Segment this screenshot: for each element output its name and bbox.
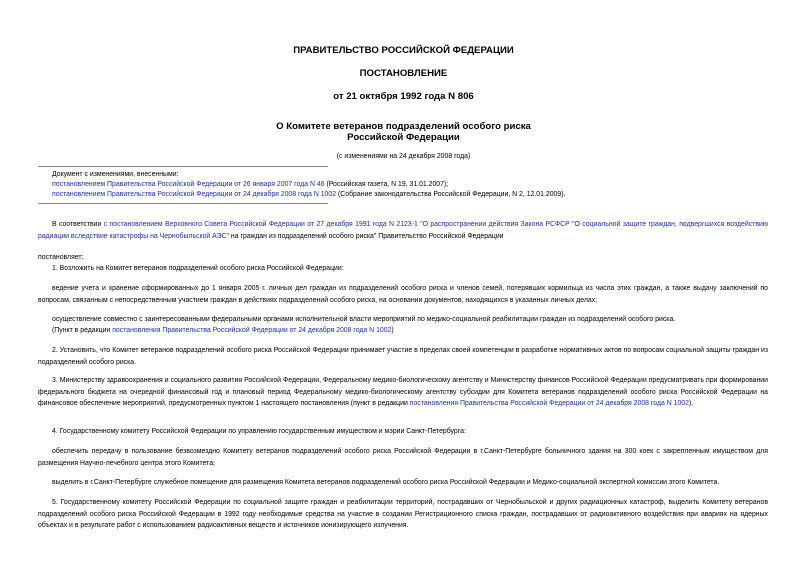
change-link-2007[interactable]: постановлением Правительства Российской Федерации от 26 января 2007 года N 46 <box>52 181 325 188</box>
paragraph-4a: обеспечить передачу в пользование безвозмездно Комитету ветеранов подразделений особого риска Российской Федерации в г.Санкт-Петербурге больничного здания на 300 коек с закрепленным имуществом для размещения Научно-лечебного центра этого Комитета; <box>38 448 768 467</box>
divider-top <box>38 166 328 167</box>
date-number: от 21 октября 1992 года N 806 <box>333 91 474 102</box>
document-title-line2: Российской Федерации <box>347 132 460 143</box>
changes-item-1: постановлением Правительства Российской Федерации от 26 января 2007 года N 46 (Российская газета, N 19, 31.01.2007); <box>52 181 449 188</box>
changes-intro: Документ с изменениями, внесенными: <box>52 171 179 178</box>
paragraph-1a: ведение учета и хранение сформированных до 1 января 2005 г. личных дел граждан из подразделений особого риска и членов семей, потерявших кормильца из числа этих граждан, а также выдачу заключений по вопросам, связанным с непосредственным участием граждан в действиях подразделений особого риска, на основании документов, находящихся в указанных личных делах; <box>38 285 768 304</box>
document-title-line1: О Комитете ветеранов подразделений особого риска <box>276 121 531 132</box>
p1-amendment-link[interactable]: постановления Правительства Российской Федерации от 24 декабря 2008 года N 1002 <box>112 327 392 334</box>
paragraph-4: 4. Государственному комитету Российской Федерации по управлению государственным имуществом и мэрии Санкт-Петербурга: <box>52 428 466 435</box>
p3-amendment-link[interactable]: постановления Правительства Российской Федерации от 24 декабря 2008 года N 1002 <box>409 400 689 407</box>
document-type: ПОСТАНОВЛЕНИЕ <box>359 68 448 79</box>
changes-item-2: постановлением Правительства Российской Федерации от 24 декабря 2008 года N 1002 (Собрание законодательства Российской Федерации, N 2, 12.01.2009). <box>52 191 566 198</box>
paragraph-1b: осуществление совместно с заинтересованными федеральными органами исполнительной власти мероприятий по медико-социальной реабилитации граждан из подразделений особого риска. <box>52 316 676 323</box>
paragraph-1: 1. Возложить на Комитет ветеранов подразделений особого риска Российской Федерации: <box>52 265 344 272</box>
paragraph-1b-note: (Пункт в редакции постановления Правительства Российской Федерации от 24 декабря 2008 года N 1002) <box>52 327 394 334</box>
paragraph-4b: выделить в г.Санкт-Петербурге служебное помещение для размещения Комитета ветеранов подразделений особого риска Российской Федерации и Медико-социальной экспертной комиссии этого Комитета. <box>52 479 720 486</box>
amendment-note: (с изменениями на 24 декабря 2008 года) <box>336 153 471 160</box>
government-heading: ПРАВИТЕЛЬСТВО РОССИЙСКОЙ ФЕДЕРАЦИИ <box>293 45 514 56</box>
change-link-2008[interactable]: постановлением Правительства Российской Федерации от 24 декабря 2008 года N 1002 <box>52 191 337 198</box>
preamble-link[interactable]: с постановлением Верховного Совета Российской Федерации от 27 декабря 1991 года N 2123-1 "О распространении действия Закона РСФСР "О социальной защите граждан, подвергшихся воздействию радиации вследствие катастрофы на Чернобыльской АЭС" <box>38 221 768 240</box>
resolves: постановляет: <box>38 254 84 261</box>
paragraph-2: 2. Установить, что Комитет ветеранов подразделений особого риска Российской Федерации принимает участие в пределах своей компетенции в разработке нормативных актов по вопросам социальной защиты граждан из подразделений особого риска. <box>38 347 768 366</box>
divider-bottom <box>38 203 328 204</box>
preamble: В соответствии с постановлением Верховного Совета Российской Федерации от 27 декабря 1991 года N 2123-1 "О распространении действия Закона РСФСР "О социальной защите граждан, подвергшихся воздействию радиации вследствие катастрофы на Чернобыльской АЭС" на граждан из подразделений особого риска" Правительство Российской Федерации <box>38 221 768 240</box>
paragraph-3: 3. Министерству здравоохранения и социального развития Российской Федерации, Федеральному медико-биологическому агентству и Министерству финансов Российской Федерации предусматривать при формировании федерального бюджета на очередной финансовый год и плановый период Федеральному медико-биологическому агентству субсидии для Комитета ветеранов подразделений особого риска Российской Федерации на финансовое обеспечение мероприятий, предусмотренных пунктом 1 настоящего постановления (пункт в редакции постановления Правительства Российской Федерации от 24 декабря 2008 года N 1002). <box>38 377 768 407</box>
paragraph-5: 5. Государственному комитету Российской Федерации по социальной защите граждан и реабилитации территорий, пострадавших от Чернобыльской и других радиационных катастроф, выделить Комитету ветеранов подразделений особого риска Российской Федерации в 1992 году необходимые средства на участие в создании Регистрационного списка граждан, пострадавших от радиоактивного воздействия при авариях на ядерных объектах и в результате работ с использованием радиоактивных веществ и источников ионизирующего излучения. <box>38 499 768 529</box>
